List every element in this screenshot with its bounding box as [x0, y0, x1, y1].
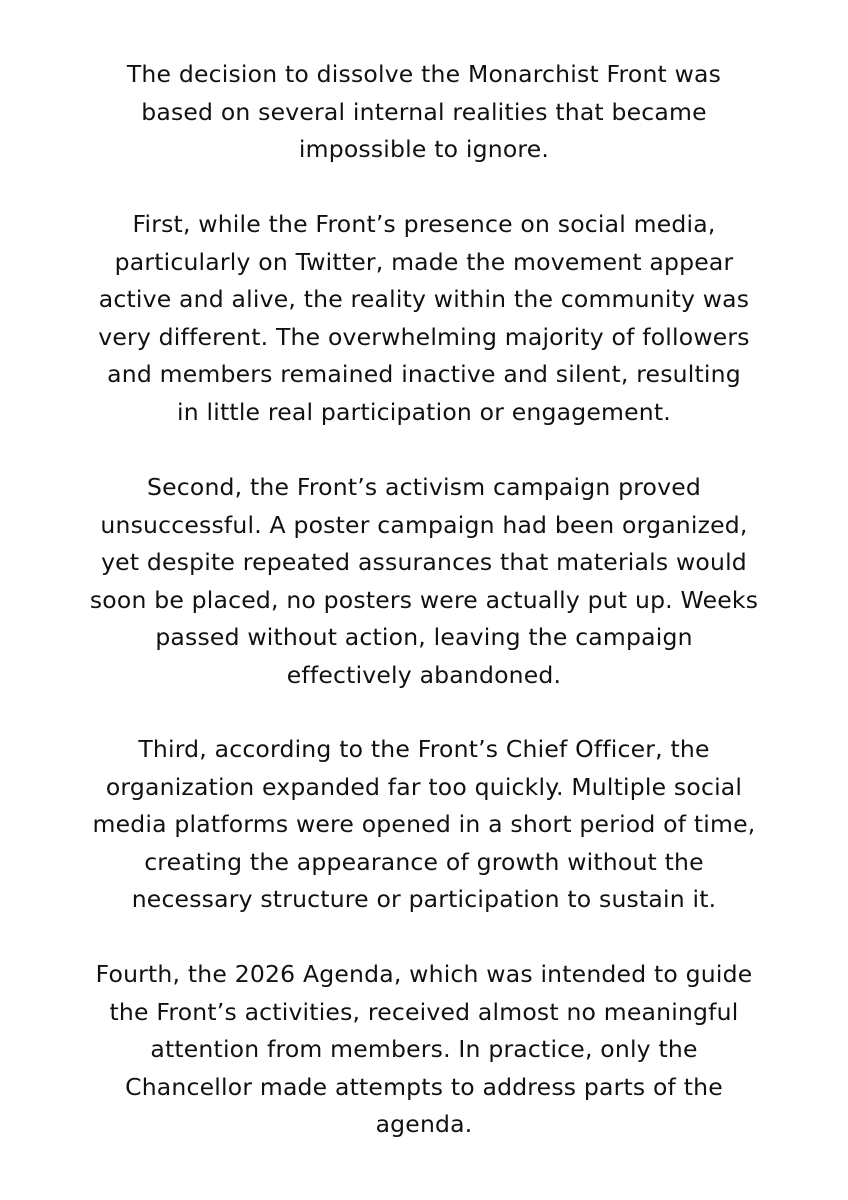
- paragraph-intro: [30, 56, 818, 169]
- text-line: very different. The overwhelming majority of followers: [98, 322, 750, 351]
- text-line: effectively abandoned.: [286, 660, 562, 689]
- text-line: agenda.: [375, 1110, 473, 1139]
- text-line: passed without action, leaving the campaign: [155, 623, 693, 652]
- text-line: and members remained inactive and silent, resulting: [107, 360, 741, 389]
- text-line: organization expanded far too quickly. Multiple social: [105, 772, 743, 801]
- text-line: necessary structure or participation to sustain it.: [131, 885, 717, 914]
- text-line: based on several internal realities that became: [141, 97, 707, 126]
- text-line: The decision to dissolve the Monarchist Front was: [126, 60, 722, 88]
- text-line: yet despite repeated assurances that materials would: [101, 548, 747, 577]
- text-line: the Front’s activities, received almost no meaningful: [109, 997, 739, 1026]
- text-line: creating the appearance of growth without the: [144, 847, 704, 876]
- paragraph-first-reason: [30, 206, 818, 432]
- paragraph-third-reason: [30, 731, 818, 919]
- text-line: impossible to ignore.: [298, 135, 550, 164]
- text-line: media platforms were opened in a short period of time,: [92, 810, 756, 839]
- text-line: First, while the Front’s presence on social media,: [132, 210, 716, 238]
- text-line: active and alive, the reality within the community was: [98, 285, 750, 314]
- text-line: attention from members. In practice, only the: [150, 1035, 698, 1064]
- text-line: particularly on Twitter, made the movement appear: [114, 247, 734, 276]
- text-line: Chancellor made attempts to address parts of the: [125, 1072, 723, 1101]
- paragraph-second-reason: [30, 469, 818, 695]
- text-line: Second, the Front’s activism campaign proved: [146, 473, 702, 501]
- paragraph-fourth-reason: [30, 956, 818, 1144]
- text-line: soon be placed, no posters were actually put up. Weeks: [89, 585, 759, 614]
- text-line: unsuccessful. A poster campaign had been organized,: [100, 510, 748, 539]
- text-line: in little real participation or engagement.: [177, 397, 671, 426]
- text-line: Fourth, the 2026 Agenda, which was intended to guide: [95, 960, 753, 988]
- text-line: Third, according to the Front’s Chief Officer, the: [138, 735, 710, 763]
